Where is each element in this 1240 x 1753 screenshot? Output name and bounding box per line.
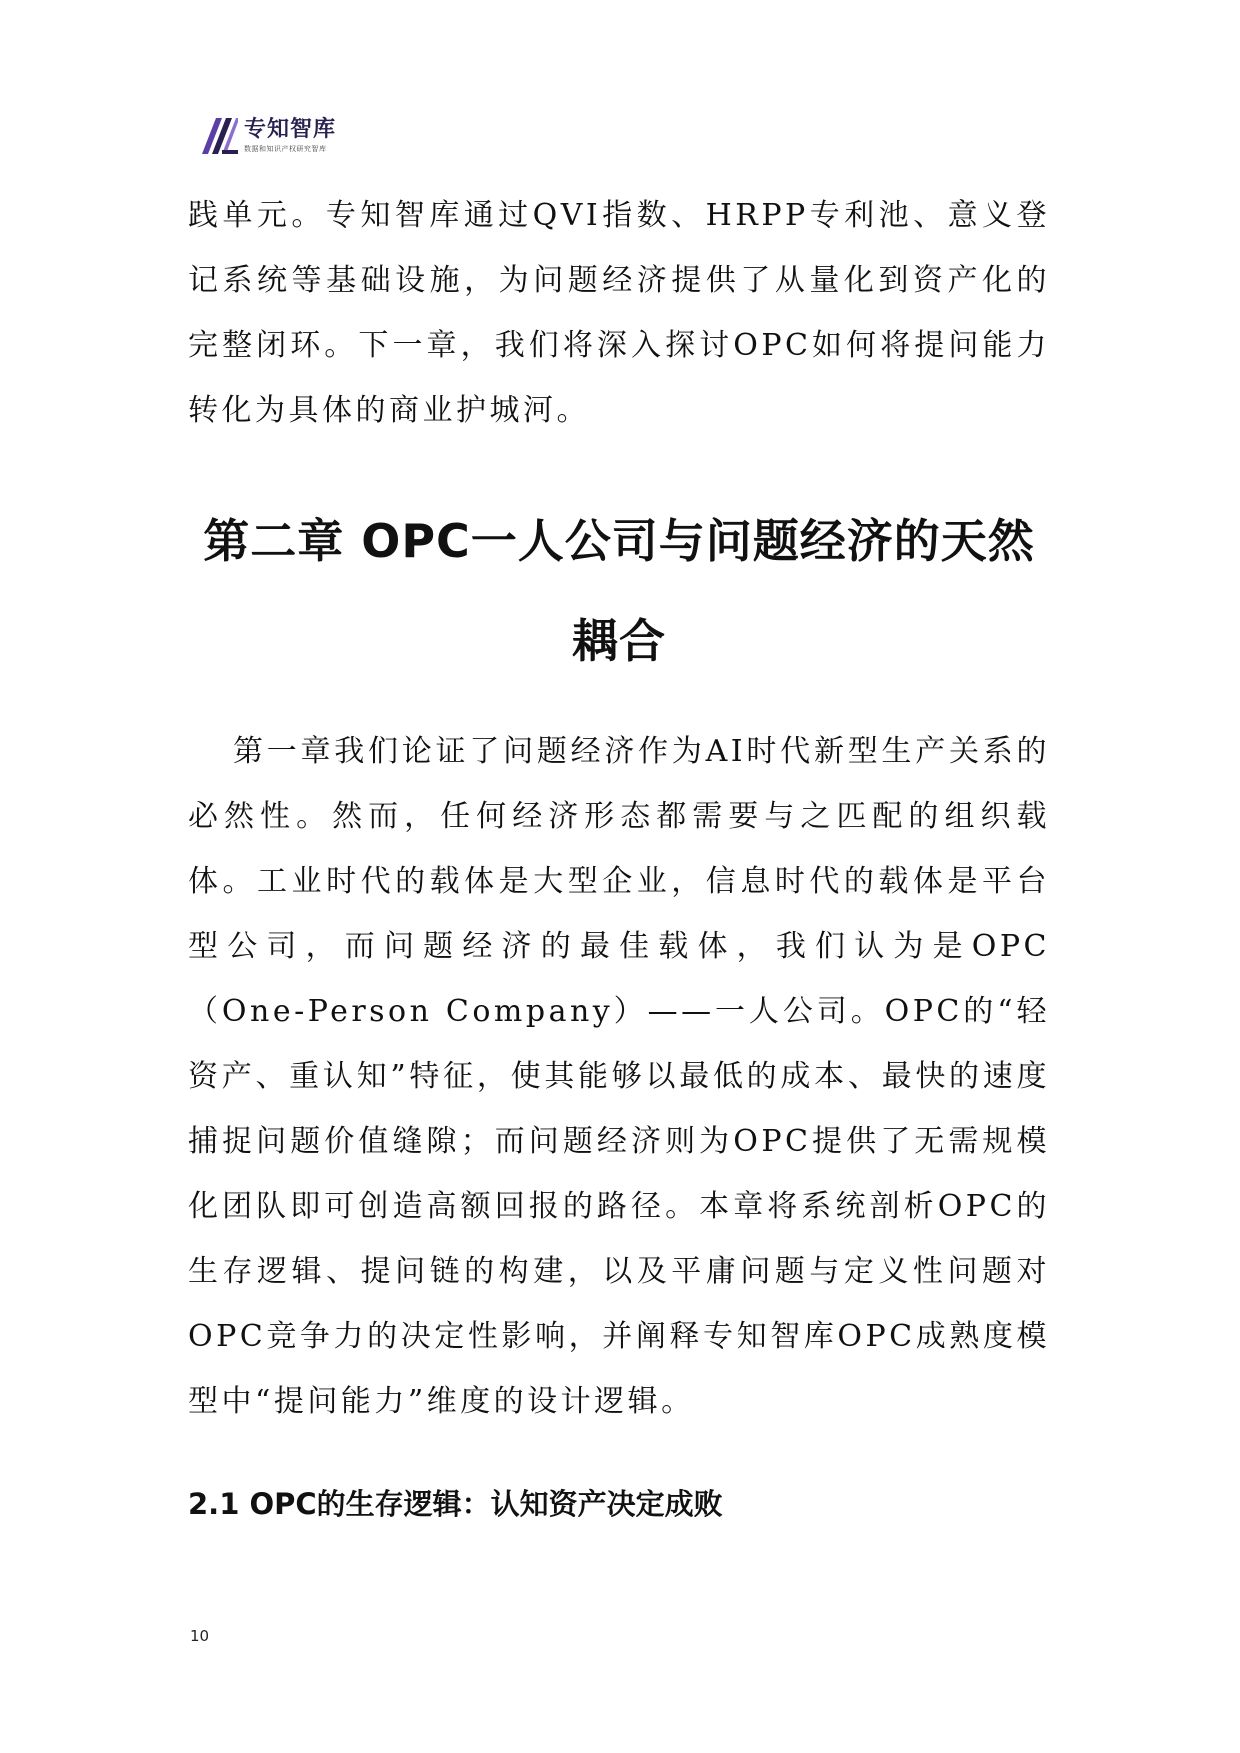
page-number: 10 — [190, 1627, 210, 1645]
chapter-paragraph: 第一章我们论证了问题经济作为AI时代新型生产关系的必然性。然而，任何经济形态都需要与之匹配的组织载体。工业时代的载体是大型企业，信息时代的载体是平台型公司，而问题经济的最佳载体，我们认为是OPC（One-Person Company）——一人公司。OPC的“轻资产、重认知”特征，使其能够以最低的成本、最快的速度捕捉问题价值缝隙；而问题经济则为OPC提供了无需规模化团队即可创造高额回报的路径。本章将系统剖析OPC的生存逻辑、提问链的构建，以及平庸问题与定义性问题对OPC竞争力的决定性影响，并阐释专知智库OPC成熟度模型中“提问能力”维度的设计逻辑。 — [188, 734, 1050, 1419]
intro-paragraph: 践单元。专知智库通过QVI指数、HRPP专利池、意义登记系统等基础设施，为问题经济提供了从量化到资产化的完整闭环。下一章，我们将深入探讨OPC如何将提问能力转化为具体的商业护城河。 — [188, 198, 1050, 428]
brand-name: 专知智库 — [244, 117, 337, 142]
brand-tagline: 数据和知识产权研究智库 — [244, 145, 327, 153]
chapter-title: 第二章 OPC一人公司与问题经济的天然耦合 — [203, 514, 1035, 668]
section-heading: 2.1 OPC的生存逻辑：认知资产决定成败 — [188, 1487, 723, 1521]
page-header — [200, 112, 336, 160]
brand-text — [244, 119, 336, 153]
page-content — [188, 183, 1050, 1524]
brand-logo-icon — [200, 116, 238, 156]
